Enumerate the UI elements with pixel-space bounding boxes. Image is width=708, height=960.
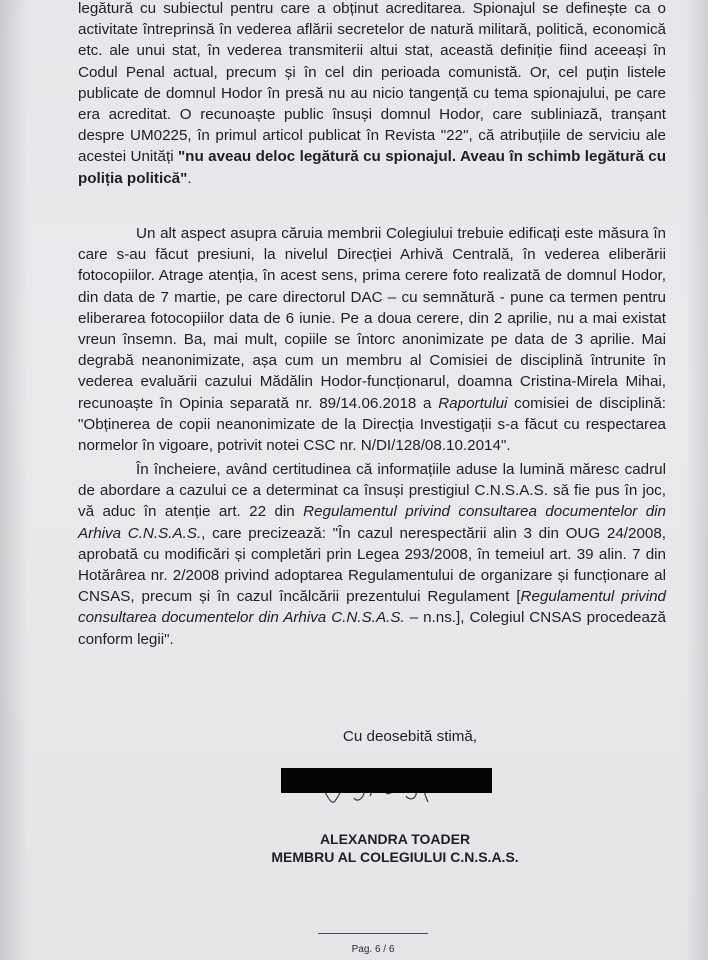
closing-salutation: Cu deosebită stimă, — [342, 728, 478, 745]
page-number: Pag. 6 / 6 — [351, 944, 395, 955]
italic-reference: Raportului — [438, 394, 508, 412]
paragraph-text: – n.ns.], Colegiul CNSAS procedează conform legii". — [78, 609, 666, 648]
paragraph-text: legătură cu subiectul pentru care a obținut acreditarea. Spionajul se definește ca o activitate întreprinsă în vederea aflării secretelor de natură militară, politică, economică etc. ale unui stat, în vederea transmiterii altui stat, această definiție fiind aceeași în Codul Penal actual, precum și în cel din perioada comunistă. Or, cel puțin listele publicate de domnul Hodor în presă nu au nicio tangență cu tema spionajului, pe care era acreditat. O recunoaște public însuși domnul Hodor, care subliniază, tranșant despre UM0225, în primul articol publicat în Revista "22", că atribuțiile de serviciu ale acestei Unități — [78, 0, 666, 166]
paragraph-text: comisiei de disciplină: "Obținerea de copii neanonimizate de la Direcția Investigații s-a făcut cu respectarea normelor în vigoare, potrivit notei CSC nr. N/DI/128/08.10.2014". — [78, 394, 666, 455]
paragraph-spionaj — [78, 0, 666, 189]
italic-reference: Regulamentul privind consultarea documentelor din Arhiva C.N.S.A.S. — [78, 588, 666, 627]
signatory-block — [250, 830, 540, 866]
page-shadow-right — [686, 0, 708, 960]
paragraph-text: Un alt aspect asupra căruia membrii Colegiului trebuie edificați este măsura în care s-au făcut presiuni, la nivelul Direcției Arhivă Centrală, în vederea eliberării fotocopiilor. Atrage atenția, în acest sens, prima cerere foto realizată de domnul Hodor, din data de 7 martie, pe care directorul DAC – cu semnătură - pune ca termen pentru eliberarea fotocopiilor data de 6 iunie. Pe a doua cerere, din 2 aprilie, nu a mai existat vreun însemn. Ba, mai mult, copiile se întorc anonimizate pe data de 3 aprilie. Mai degrabă neanonimizate, așa cum un membru al Comisiei de disciplină întrunite în vederea evaluării cazului Mădălin Hodor-funcționarul, doamna Cristina-Mirela Mihai, recunoaște în Opinia separată nr. 89/14.06.2018 a — [78, 225, 666, 412]
footer-divider — [318, 933, 428, 934]
paragraph-text: . — [187, 169, 192, 187]
paragraph-text: În încheiere, având certitudinea că informațiile aduse la lumină măresc cadrul de abordare a cazului ce a determinat ca însuși prestigiul C.N.S.A.S. să fie pus în joc, vă aduc în atenție art. 22 din — [78, 461, 666, 521]
signatory-name: ALEXANDRA TOADER — [319, 831, 471, 847]
signatory-title: MEMBRU AL COLEGIULUI C.N.S.A.S. — [271, 849, 519, 865]
page-shadow-left — [0, 0, 28, 960]
paragraph-incheiere — [78, 459, 666, 650]
bold-quote: "nu aveau deloc legătură cu spionajul. Aveau în schimb legătură cu poliția politică" — [78, 148, 667, 187]
paragraph-presiuni — [78, 223, 666, 456]
italic-reference: Regulamentul privind consultarea documentelor din Arhiva C.N.S.A.S. — [78, 503, 666, 542]
paragraph-text: , care precizează: "În cazul nerespectării alin 3 din OUG 24/2008, aprobată cu modificări și completări prin Legea 293/2008, în temeiul art. 39 alin. 7 din Hotărârea nr. 2/2008 privind adoptarea Regulamentului de organizare și funcționare al CNSAS, precum și în cazul încălcării prezentului Regulament [ — [78, 524, 667, 606]
redaction-bar — [281, 768, 492, 793]
